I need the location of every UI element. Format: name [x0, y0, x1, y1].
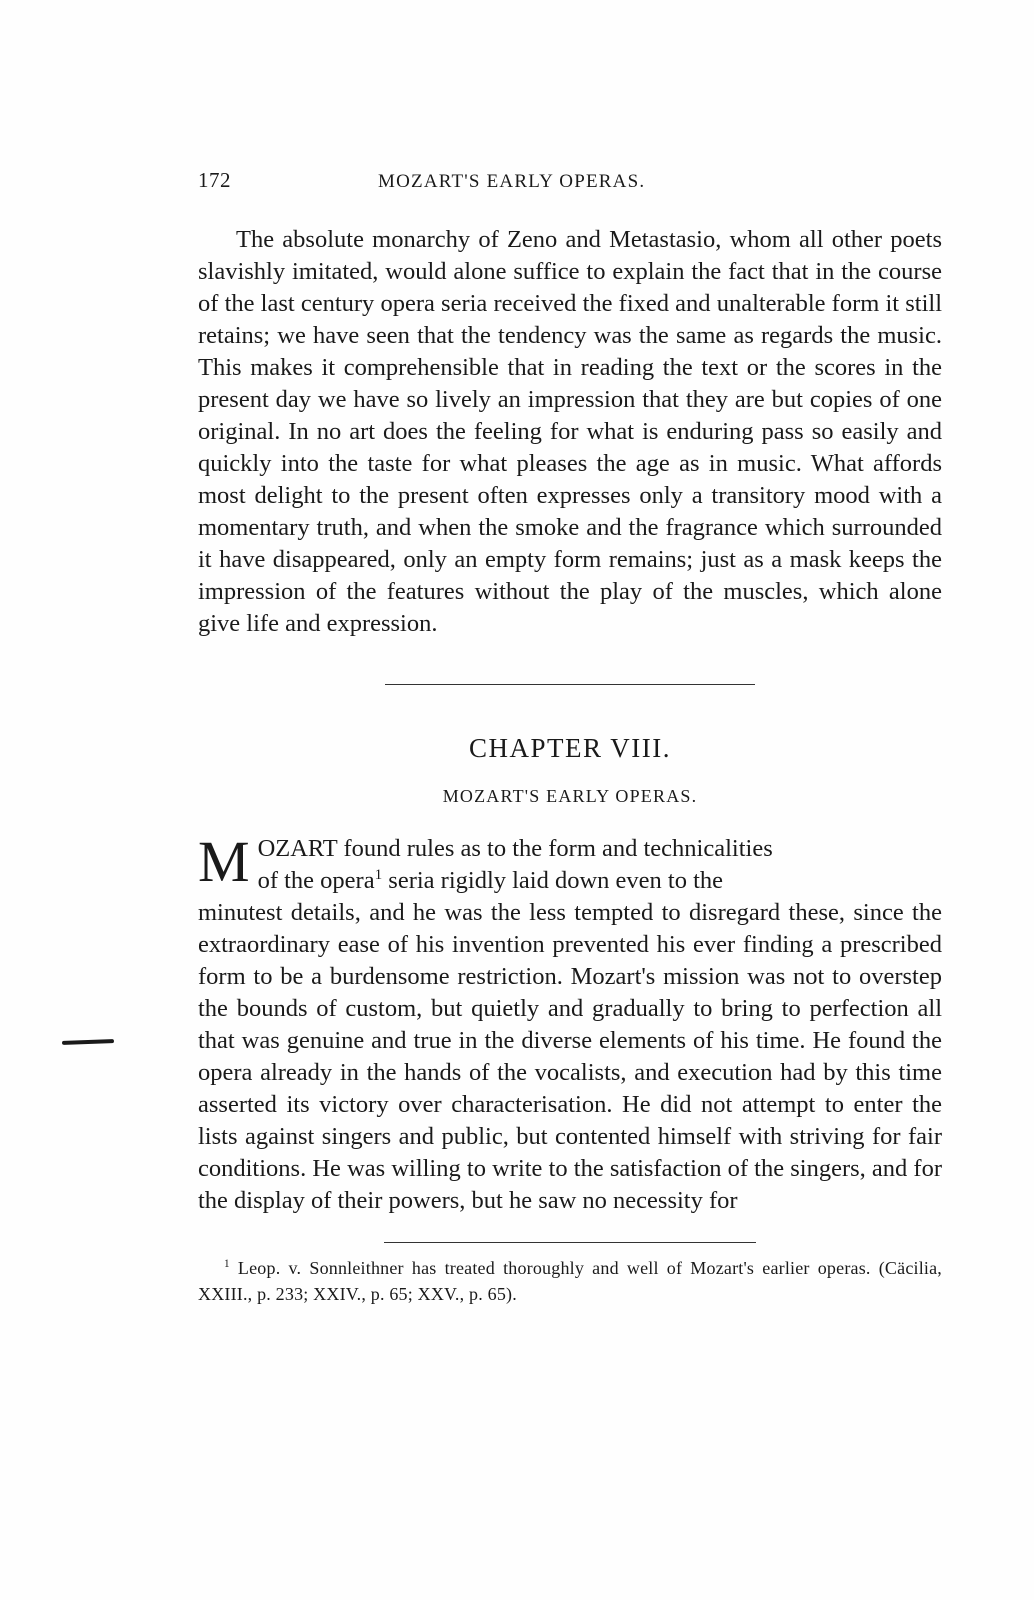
margin-pen-mark	[62, 1040, 114, 1050]
footnote-divider-rule	[384, 1242, 756, 1243]
drop-cap-letter: M	[198, 829, 250, 894]
chapter-subtitle: MOZART'S EARLY OPERAS.	[442, 786, 698, 806]
page-number: 172	[198, 168, 231, 192]
footnote-body: Leop. v. Sonnleithner has treated thoroughly and well of Mozart's earlier operas. (Cäcilia, XXIII., p. 233; XXIV., p. 65; XXV., p. 65).	[198, 1257, 943, 1304]
section-divider-rule	[385, 684, 755, 685]
footnote-text	[198, 1255, 942, 1307]
footnote-reference-marker: 1	[374, 865, 383, 883]
lead-line-1: OZART found rules as to the form and technicalities	[257, 835, 773, 862]
margin-mark-stroke	[62, 1039, 114, 1045]
running-head-title: MOZART'S EARLY OPERAS.	[378, 171, 646, 192]
footnote-number: 1	[224, 1257, 230, 1270]
body-paragraph-1: The absolute monarchy of Zeno and Metastasio, whom all other poets slavishly imitated, would alone suffice to explain the fact that in the course of the last century opera seria received the fixed and unalterable form it still retains; we have seen that the tendency was the same as regards the music. This makes it comprehensible that in reading the text or the scores in the present day we have so lively an impression that they are but copies of one original. In no art does the feeling for what is enduring pass so easily and quickly into the taste for what pleases the age as in music. What affords most delight to the present often expresses only a transitory mood with a momentary truth, and when the smoke and the fragrance which surrounded it have disappeared, only an empty form remains; just as a mask keeps the impression of the features without the play of the muscles, which alone give life and expression.	[198, 226, 942, 637]
lead-line-2-post: seria rigidly laid down even to the	[382, 867, 724, 894]
running-head	[198, 168, 942, 208]
chapter-opening-paragraph	[198, 829, 942, 1217]
lead-line-2-pre: of the opera	[257, 867, 375, 894]
page-content	[198, 0, 942, 1325]
chapter-paragraph-rest: minutest details, and he was the less tempted to disregard these, since the extraordinary ease of his invention prevented his ever finding a prescribed form to be a burdensome restriction. Mozart's mission was not to overstep the bounds of custom, but quietly and gradually to bring to perfection all that was genuine and true in the diverse elements of his time. He found the opera already in the hands of the vocalists, and execution had by this time asserted its victory over characterisation. He did not attempt to enter the lists against singers and public, but contented himself with striving for fair conditions. He was willing to write to the satisfaction of the singers, and for the display of their powers, but he saw no necessity for	[198, 899, 942, 1214]
chapter-title: CHAPTER VIII.	[468, 733, 671, 763]
lead-line-2	[198, 865, 942, 897]
